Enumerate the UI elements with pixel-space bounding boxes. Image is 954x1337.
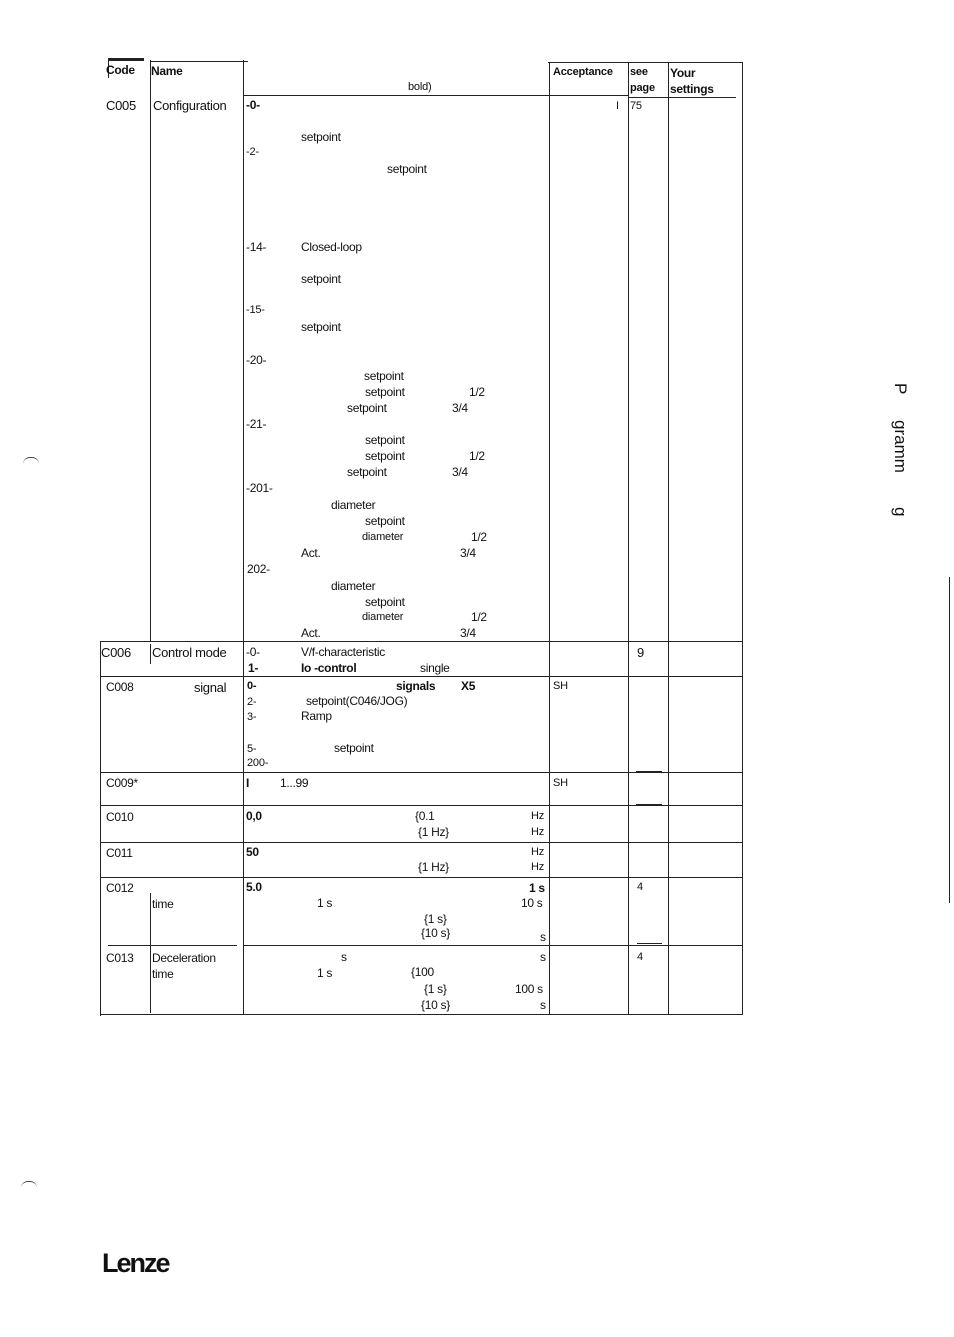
- code-cell: C010: [106, 810, 134, 824]
- header-settings: settings: [670, 82, 714, 96]
- option-text: setpoint: [334, 741, 374, 755]
- page-ref: 4: [637, 881, 643, 893]
- acceptance-cell: I: [616, 100, 619, 112]
- option-label: 0-: [247, 680, 257, 692]
- page-ref: 4: [637, 951, 643, 963]
- option-label: -21-: [246, 417, 267, 431]
- option-text: 1/2: [471, 610, 487, 624]
- name-cell: time: [152, 897, 174, 911]
- option-label: 2-: [247, 696, 257, 708]
- option-text: 3/4: [460, 546, 476, 560]
- option-label: -14-: [246, 240, 267, 254]
- margin-bar: [949, 577, 950, 903]
- unit-cell: s: [540, 998, 546, 1012]
- name-cell: Control mode: [152, 645, 227, 660]
- code-cell: C006: [101, 645, 131, 660]
- option-text: diameter: [362, 531, 404, 543]
- option-text: setpoint: [347, 465, 387, 479]
- option-text: setpoint(C046/JOG): [306, 694, 408, 708]
- page-ref: 75: [630, 100, 642, 112]
- name-cell: Deceleration: [152, 951, 216, 965]
- option-label: -20-: [246, 353, 267, 367]
- unit-cell: Hz: [531, 810, 545, 822]
- option-text: setpoint: [365, 595, 405, 609]
- option-label: -2-: [246, 146, 259, 158]
- margin-mark: [23, 457, 39, 464]
- option-label: 3-: [247, 711, 257, 723]
- option-text: diameter: [331, 579, 376, 593]
- header-name: Name: [151, 64, 183, 78]
- option-text: setpoint: [365, 449, 405, 463]
- option-label: 5-: [247, 743, 257, 755]
- range-cell: {100: [411, 965, 434, 979]
- option-text: setpoint: [365, 514, 405, 528]
- value-cell: I: [246, 776, 250, 790]
- header-see: see: [630, 66, 648, 78]
- option-text: Io -control: [301, 661, 357, 675]
- option-text: setpoint: [364, 369, 404, 383]
- option-text: signals: [396, 679, 436, 693]
- option-label: -201-: [246, 481, 273, 495]
- code-cell: C005: [106, 98, 136, 113]
- code-cell: C012: [106, 881, 134, 895]
- unit-cell: 100 s: [515, 982, 543, 996]
- code-cell: C009*: [106, 776, 138, 790]
- header-bold-note: bold): [408, 81, 432, 93]
- value-cell: 50: [246, 845, 259, 859]
- option-text: Act.: [301, 626, 321, 640]
- option-label: -0-: [246, 645, 260, 659]
- unit-cell: Hz: [531, 826, 545, 838]
- option-text: setpoint: [301, 130, 341, 144]
- unit-cell: Hz: [531, 846, 545, 858]
- option-text: 3/4: [452, 465, 468, 479]
- range-cell: 1 s: [317, 896, 333, 910]
- range-cell: {1 Hz}: [418, 825, 449, 839]
- unit-cell: 10 s: [521, 896, 543, 910]
- range-cell: {1 s}: [424, 982, 447, 996]
- name-cell: Configuration: [153, 98, 227, 113]
- option-text: setpoint: [365, 433, 405, 447]
- option-text: 1/2: [469, 449, 485, 463]
- unit-cell: Hz: [531, 861, 545, 873]
- option-label: 1-: [248, 661, 259, 675]
- unit-cell: 1 s: [529, 881, 545, 895]
- option-text: setpoint: [347, 401, 387, 415]
- code-cell: C013: [106, 951, 134, 965]
- code-cell: C008: [106, 680, 134, 694]
- range-cell: s: [341, 950, 347, 964]
- option-label: 202-: [247, 562, 270, 576]
- option-label: -0-: [246, 98, 260, 112]
- name-cell: signal: [194, 680, 227, 695]
- range-cell: 1...99: [280, 776, 309, 790]
- option-text: single: [420, 661, 450, 675]
- option-text: Ramp: [301, 709, 332, 723]
- option-text: X5: [461, 679, 476, 693]
- header-acceptance: Acceptance: [553, 66, 613, 78]
- acceptance-cell: SH: [553, 777, 568, 789]
- header-your: Your: [670, 66, 696, 80]
- option-text: 1/2: [471, 530, 487, 544]
- option-text: V/f-characteristic: [301, 645, 385, 659]
- value-cell: 0,0: [246, 809, 262, 823]
- side-letter-g: g: [891, 507, 910, 517]
- unit-cell: s: [540, 950, 546, 964]
- range-cell: 1 s: [317, 966, 333, 980]
- option-text: setpoint: [365, 385, 405, 399]
- range-cell: {0.1: [415, 809, 435, 823]
- option-text: 3/4: [460, 626, 476, 640]
- range-cell: {1 Hz}: [418, 860, 449, 874]
- option-text: Closed-loop: [301, 240, 362, 254]
- range-cell: {10 s}: [421, 998, 450, 1012]
- page-ref: 9: [637, 645, 644, 660]
- option-text: setpoint: [301, 320, 341, 334]
- code-cell: C011: [106, 846, 133, 860]
- option-text: setpoint: [387, 162, 427, 176]
- option-text: diameter: [362, 611, 404, 623]
- option-text: 1/2: [469, 385, 485, 399]
- range-cell: {10 s}: [421, 926, 450, 940]
- name-cell: time: [152, 967, 174, 981]
- option-text: Act.: [301, 546, 321, 560]
- acceptance-cell: SH: [553, 680, 568, 692]
- option-label: -15-: [246, 304, 265, 316]
- header-page: page: [630, 82, 655, 94]
- header-code: Code: [106, 63, 135, 77]
- side-letter-p: P: [891, 383, 910, 395]
- lenze-logo: Lenze: [102, 1248, 169, 1278]
- margin-mark: [21, 1181, 37, 1188]
- side-word: gramm: [891, 420, 910, 473]
- option-text: diameter: [331, 498, 376, 512]
- option-label: 200-: [247, 757, 269, 769]
- range-cell: {1 s}: [424, 912, 447, 926]
- value-cell: 5.0: [246, 880, 262, 894]
- option-text: 3/4: [452, 401, 468, 415]
- unit-cell: s: [540, 930, 546, 944]
- option-text: setpoint: [301, 272, 341, 286]
